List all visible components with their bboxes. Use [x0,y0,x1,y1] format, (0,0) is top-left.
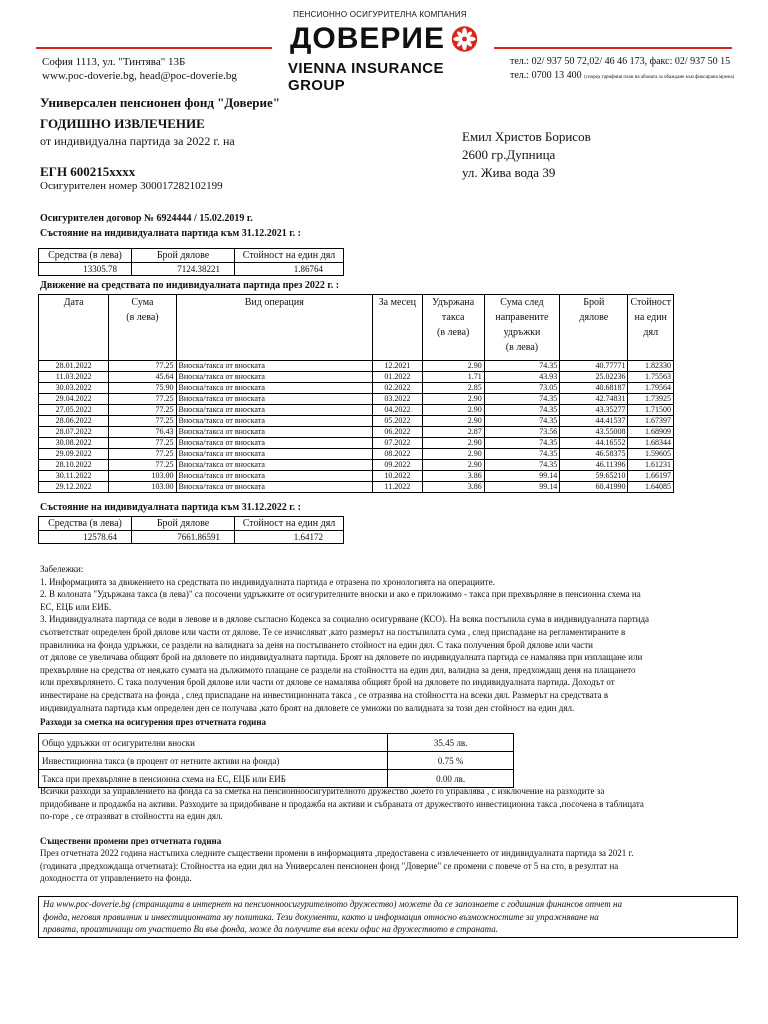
movement-row [39,482,674,493]
header-cell: Стойност на един дял [235,249,344,263]
movement-cell: 74.35 [484,438,559,449]
note-3-cont: съответстват определен брой дялове или части от дялове. Те се изчисляват ,като размерът на постъпилата сума , след приспадане на регламентираните в [40,626,626,637]
expense-label: Такса при прехвърляне в пенсионна схема на ЕС, ЕЦБ или ЕИБ [39,770,388,788]
expense-value: 0.00 лв. [388,770,514,788]
header-cell: Стойност на един дял [235,517,344,531]
movement-cell: 2.90 [422,405,484,416]
note-2: 2. В колоната "Удържана такса (в лева)" са посочени удръжките от осигурителните вноски и ако е приложимо - такса при прехвърляне в пенсионна схема на [40,589,641,600]
movement-cell: Вноска/такса от вноската [176,383,372,394]
address-line: София 1113, ул. "Тинтява" 13Б [42,56,186,68]
info-box [38,896,738,938]
movement-cell: 28.01.2022 [39,361,109,372]
movement-cell: 05.2022 [373,416,423,427]
movement-cell: 40.77771 [560,361,628,372]
movement-cell: 2.85 [422,383,484,394]
info-box-line: фонда, неговия правилник и инвестиционната му политика. Тези документи, както и информация относно възможностите за упражняване на [43,911,599,922]
header-rule-right [494,47,732,49]
col-fee-l3: (в лева) [437,327,470,338]
opening-state-table [38,248,344,276]
col-fee-l2: такса [441,312,465,323]
statement-subtitle: от индивидуална партида за 2022 г. на [40,134,235,148]
expenses-table [38,733,514,788]
col-date: Дата [39,295,109,361]
movement-cell: 02.2022 [373,383,423,394]
movement-cell: 1.64085 [628,482,674,493]
movement-cell: 1.68909 [628,427,674,438]
movement-cell: 30.11.2022 [39,471,109,482]
col-fee [422,295,484,361]
col-value-l1: Стойност [630,297,671,308]
movement-cell: 11.2022 [373,482,423,493]
movement-cell: 1.71 [422,372,484,383]
movement-row [39,460,674,471]
fund-title: Универсален пенсионен фонд "Доверие" [40,95,280,110]
egn: ЕГН 600215xxxx [40,164,136,179]
movement-cell: 25.02236 [560,372,628,383]
recipient-street: ул. Жива вода 39 [462,165,556,180]
movement-cell: 28.10.2022 [39,460,109,471]
movement-cell: 103.00 [109,482,176,493]
movement-cell: 99.14 [484,482,559,493]
movement-cell: 28.07.2022 [39,427,109,438]
movement-cell: 30.08.2022 [39,438,109,449]
col-units-l2: дялове [579,312,609,323]
closing-state-table [38,516,344,544]
note-1: 1. Информацията за движението на средствата по индивидуалната партида е отразена по хронологията на операциите. [40,576,495,587]
movement-cell: 29.04.2022 [39,394,109,405]
movement-cell: 46.58375 [560,449,628,460]
movement-cell: 74.35 [484,361,559,372]
opening-unit-value: 1.86764 [235,263,344,276]
movement-cell: 01.2022 [373,372,423,383]
expense-label: Общо удръжки от осигурителни вноски [39,734,388,752]
opening-state-title: Състояние на индивидуалната партида към 31.12.2021 г. : [40,228,301,239]
movement-cell: 1.82330 [628,361,674,372]
header-cell: Брой дялове [132,517,235,531]
movement-cell: 11.03.2022 [39,372,109,383]
movement-cell: 77.25 [109,405,176,416]
movement-cell: 09.2022 [373,460,423,471]
movement-cell: Вноска/такса от вноската [176,482,372,493]
col-after-fee [484,295,559,361]
recipient-city: 2600 гр.Дупница [462,147,556,162]
movement-cell: 44.16552 [560,438,628,449]
logo-top-text: ПЕНСИОННО ОСИГУРИТЕЛНА КОМПАНИЯ [293,10,467,19]
notes-title: Забележки: [40,564,84,574]
movement-cell: 44.41537 [560,416,628,427]
movement-cell: Вноска/такса от вноската [176,438,372,449]
movement-cell: 08.2022 [373,449,423,460]
note-3-cont: инвестиране на средствата на фонда , след приспадане на инвестиционната такса , се отразява на стойността на всеки дял. Размерът на средствата в [40,689,609,700]
movement-row [39,361,674,372]
movement-cell: 43.35277 [560,405,628,416]
movement-cell: Вноска/такса от вноската [176,427,372,438]
logo-sub-text: VIENNA INSURANCE GROUP [288,60,444,94]
movement-cell: 28.06.2022 [39,416,109,427]
note-3: 3. Индивидуалната партида се води в левове и в дялове съгласно Кодекса за социално осигуряване (КСО). На всяка постъпила сума в индивидуалната партида [40,614,650,625]
movement-cell: Вноска/такса от вноската [176,394,372,405]
movement-cell: 1.68344 [628,438,674,449]
movement-cell: Вноска/такса от вноската [176,471,372,482]
header-cell: Брой дялове [132,249,235,263]
expenses-text-line: по-горе , се отразяват в стойността на един дял. [40,811,223,822]
expenses-text [40,785,730,823]
movement-title: Движение на средствата по индивидуалната партида през 2022 г. : [40,280,340,291]
expenses-title: Разходи за сметка на осигурения през отчетната година [40,717,267,727]
movement-cell: 1.71500 [628,405,674,416]
header-cell: Средства (в лева) [39,517,132,531]
opening-funds: 13305.78 [39,263,132,276]
recipient-name: Емил Христов Борисов [462,129,591,144]
movement-cell: Вноска/такса от вноската [176,372,372,383]
movement-cell: 27.05.2022 [39,405,109,416]
expense-row [39,752,514,770]
changes-text-line: доходността от управлението на фонда. [40,873,192,884]
col-after-l1: Сума след [500,297,544,308]
movement-row [39,383,674,394]
changes-title: Съществени промени през отчетната година [40,836,222,846]
movement-row [39,427,674,438]
movement-cell: Вноска/такса от вноската [176,460,372,471]
note-3-cont: индивидуалната партида към определен ден се получава ,като броят на дяловете се умножи по валидната за този ден стойност на един дял. [40,702,575,713]
movement-cell: 73.05 [484,383,559,394]
col-month: За месец [373,295,423,361]
movement-row [39,471,674,482]
info-box-line: На www.poc-doverie.bg (страницата в интернет на пенсионноосигурителното дружество) можете да се запознаете с годишния финансов отчет на [43,899,623,909]
movement-cell: Вноска/такса от вноската [176,361,372,372]
website-email: www.poc-doverie.bg, head@poc-doverie.bg [42,70,237,82]
movement-cell: 77.25 [109,449,176,460]
logo-flower-icon [451,22,478,56]
company-address [42,55,237,83]
movement-row [39,416,674,427]
movement-cell: 77.25 [109,394,176,405]
movement-cell: 77.25 [109,460,176,471]
hotline-note: (според тарифния план на абоната за обаждане към фиксирана мрежа) [584,75,735,80]
movement-cell: 45.64 [109,372,176,383]
note-3-cont: правилника на фонда удръжки, се раздели на валидната за деня на постъпването стойност на един дял. С така получения брой дялове или части [40,639,593,650]
movement-cell: 06.2022 [373,427,423,438]
closing-state-title: Състояние на индивидуалната партида към 31.12.2022 г. : [40,502,301,513]
movement-cell: Вноска/такса от вноската [176,416,372,427]
movement-cell: 77.25 [109,438,176,449]
company-logo [282,10,478,94]
movement-cell: 73.56 [484,427,559,438]
col-after-l2: направените [495,312,549,323]
expense-label: Инвестиционна такса (в процент от нетните активи на фонда) [39,752,388,770]
col-after-l4: (в лева) [505,342,539,353]
changes-text [40,847,730,885]
movement-cell: 3.86 [422,471,484,482]
closing-funds: 12578.64 [39,531,132,544]
col-unit-value [628,295,674,361]
movement-cell: Вноска/такса от вноската [176,449,372,460]
movement-cell: 03.2022 [373,394,423,405]
movement-cell: 40.68187 [560,383,628,394]
opening-units: 7124.38221 [132,263,235,276]
movement-cell: 1.75563 [628,372,674,383]
movement-cell: 76.43 [109,427,176,438]
movement-cell: 1.73925 [628,394,674,405]
col-value-l2: на един [634,312,667,323]
movements-body [39,361,674,493]
movement-row [39,438,674,449]
movement-cell: 43.55008 [560,427,628,438]
col-units [560,295,628,361]
movement-cell: 103.00 [109,471,176,482]
col-units-l1: Брой [583,297,605,308]
movement-cell: 77.25 [109,361,176,372]
contract-number: Осигурителен договор № 6924444 / 15.02.2019 г. [40,213,253,224]
movement-cell: 1.67397 [628,416,674,427]
recipient-address [462,128,591,182]
movement-cell: Вноска/такса от вноската [176,405,372,416]
movement-cell: 74.35 [484,449,559,460]
movement-row [39,394,674,405]
notes-section [40,563,730,714]
movement-cell: 1.79564 [628,383,674,394]
movement-cell: 59.65210 [560,471,628,482]
movement-cell: 74.35 [484,460,559,471]
movement-cell: 74.35 [484,416,559,427]
expense-row [39,734,514,752]
movement-cell: 2.90 [422,460,484,471]
changes-text-line: (годината ,предхождаща отчетната): Стойността на един дял на Универсален пенсионен фонд "Доверие" се промени с повече от 5 на сто, в резултат на [40,860,619,871]
col-operation: Вид операция [176,295,372,361]
col-fee-l1: Удържана [432,297,475,308]
movement-cell: 12.2021 [373,361,423,372]
movement-cell: 2.90 [422,449,484,460]
col-amount-l2: (в лева) [126,312,159,323]
movement-row [39,405,674,416]
col-amount-l1: Сума [131,297,154,308]
movement-cell: 04.2022 [373,405,423,416]
expense-value: 35.45 лв. [388,734,514,752]
movement-cell: 74.35 [484,405,559,416]
changes-text-line: През отчетната 2022 година настъпиха следните съществени промени в информацията ,предоставена с извлечението от индивидуалната партида за 2021 г. [40,848,634,858]
movement-cell: 75.90 [109,383,176,394]
col-after-l3: удръжки [503,327,541,338]
movement-cell: 77.25 [109,416,176,427]
col-amount [109,295,176,361]
movement-cell: 29.12.2022 [39,482,109,493]
movement-cell: 1.61231 [628,460,674,471]
movement-cell: 2.90 [422,438,484,449]
statement-title: ГОДИШНО ИЗВЛЕЧЕНИЕ [40,116,205,131]
col-value-l3: дял [643,327,659,338]
movement-row [39,372,674,383]
movement-cell: 30.03.2022 [39,383,109,394]
company-phones [510,55,734,85]
movement-cell: 2.90 [422,394,484,405]
movement-cell: 99.14 [484,471,559,482]
movement-cell: 60.41990 [560,482,628,493]
hotline: тел.: 0700 13 400 [510,70,582,81]
movement-cell: 07.2022 [373,438,423,449]
closing-unit-value: 1.64172 [235,531,344,544]
note-3-cont: или прехвърлянето. С така получения брой дялове или части от дялове се намалява общият брой на дяловете по индивидуалната партида. Доходът от [40,677,615,688]
movement-cell: 2.87 [422,427,484,438]
closing-units: 7661.86591 [132,531,235,544]
phone-line: тел.: 02/ 937 50 72,02/ 46 46 173, факс: 02/ 937 50 15 [510,56,731,67]
movement-cell: 1.59605 [628,449,674,460]
info-box-line: правата, произтичащи от участието Ви във фонда, може да получите във всеки офис на дружеството в страната. [43,924,498,934]
header-rule-left [36,47,272,49]
note-2-cont: ЕС, ЕЦБ или ЕИБ. [40,601,112,612]
movement-cell: 2.90 [422,361,484,372]
logo-main-text: ДОВЕРИЕ [290,22,445,55]
movement-cell: 1.66197 [628,471,674,482]
movement-cell: 42.74831 [560,394,628,405]
header-cell: Средства (в лева) [39,249,132,263]
movements-table [38,294,674,493]
note-3-cont: прехвърляне на средства от нея,като сумата на дължимото плащане се раздели на стойността на един дял, валидна за деня, предхождащ деня на плащането [40,664,636,675]
movement-cell: 2.90 [422,416,484,427]
movement-row [39,449,674,460]
expenses-text-line: Всички разходи за управлението на фонда са за сметка на пенсионноосигурителното дружество ,което го управлява , с изключение на разходите за [40,786,605,796]
movement-cell: 43.93 [484,372,559,383]
movement-cell: 46.11396 [560,460,628,471]
movement-cell: 10.2022 [373,471,423,482]
expense-value: 0.75 % [388,752,514,770]
insurance-number: Осигурителен номер 300017282102199 [40,180,223,192]
movement-cell: 3.86 [422,482,484,493]
movement-cell: 29.09.2022 [39,449,109,460]
expenses-text-line: придобиване и продажба на активи. Разходите за придобиване и продажба на активи и събраната от дружеството инвестиционна такса ,посочена в таблицата [40,798,644,809]
note-3-cont: от дялове се увеличава общият брой на дяловете по индивидуалната партида. Броят на дяловете по индивидуалната партида се намалява при изплащане или [40,652,643,663]
movement-cell: 74.35 [484,394,559,405]
